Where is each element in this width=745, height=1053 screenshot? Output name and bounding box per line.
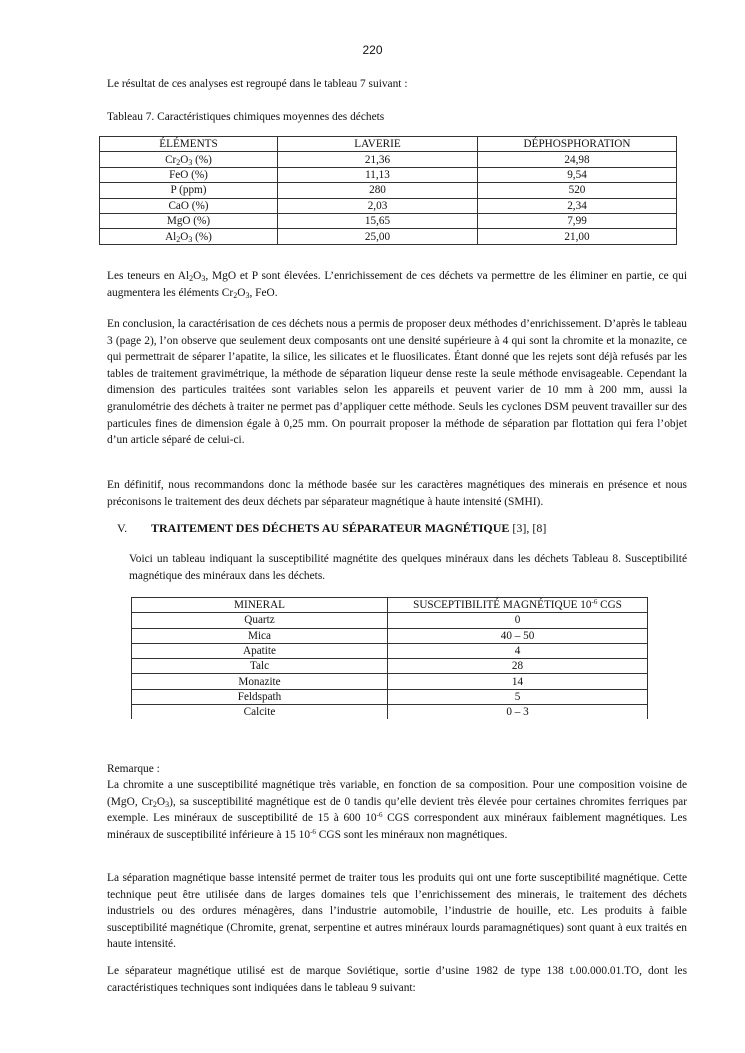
section-refs: [3], [8] bbox=[509, 521, 547, 535]
table-7 bbox=[99, 136, 677, 245]
intro-text: Le résultat de ces analyses est regroupé dans le tableau 7 suivant : bbox=[107, 78, 408, 90]
dephos-cell: 21,00 bbox=[478, 229, 677, 244]
element-cell: FeO (%) bbox=[100, 167, 278, 182]
section-heading bbox=[117, 521, 546, 536]
table-row bbox=[100, 229, 677, 244]
dephos-cell: 9,54 bbox=[478, 167, 677, 182]
mineral-cell: Quartz bbox=[132, 613, 388, 628]
value-cell: 0 – 3 bbox=[388, 705, 648, 720]
header-susceptibilite: SUSCEPTIBILITÉ MAGNÉTIQUE $10^{-6}$ CGS bbox=[388, 598, 648, 613]
paragraph-conclusion: En conclusion, la caractérisation de ces déchets nous a permis de proposer deux méthodes d’enrichissement. D’après le tableau 3 (page 2), l’on observe que seulement deux composants ont une densité supérieure à 4 qui sont la chromite et la monazite, ce qui permettrait de séparer l’apatite, la silice, les silicates et le fluosilicates. Étant donné que les rejets sont déjà refusés par les tables de traitement gravimétrique, la méthode de séparation liqueur dense reste la seule méthode envisageable. Cependant la dimension des particules traitées sont variables selon les appareils et peuvent varier de 10 mm à 200 mm, aussi la granulométrie des déchets à traiter ne permet pas d’appliquer cette méthode. Seuls les cyclones DSM peuvent travailler sur des particules fines de dimension égale à 0,25 mm. On pourrait proposer la méthode de séparation par flottation qui fera l’objet d’un article séparé de celui-ci. bbox=[107, 318, 687, 447]
remarque-text: La chromite a une susceptibilité magnétique très variable, en fonction de sa composition. Pour une composition voisine de (MgO, $Cr_2O_3$), sa susceptibilité magnétique est de 0 tandis qu’elle devient très élevée pour certaines chromites ferriques par exemple. Les minéraux de susceptibilité de 15 à 600 $10^{-6}$ CGS correspondent aux minéraux faiblement magnétiques. Les minéraux de susceptibilité inférieure à 15 $10^{-6}$ CGS sont les minéraux non magnétiques. bbox=[107, 779, 688, 841]
mineral-cell: Monazite bbox=[132, 674, 388, 689]
element-cell: $Cr_2O_3$ (%) bbox=[100, 152, 278, 167]
table-8 bbox=[131, 597, 648, 719]
header-laverie: LAVERIE bbox=[278, 137, 478, 152]
dephos-cell: 7,99 bbox=[478, 213, 677, 228]
laverie-cell: 2,03 bbox=[278, 198, 478, 213]
table-row bbox=[100, 213, 677, 228]
table-row bbox=[132, 705, 648, 720]
section-title: TRAITEMENT DES DÉCHETS AU SÉPARATEUR MAGNÉTIQUE bbox=[151, 521, 510, 535]
table-row bbox=[100, 183, 677, 198]
table-header-row bbox=[132, 598, 648, 613]
laverie-cell: 15,65 bbox=[278, 213, 478, 228]
value-cell: 4 bbox=[388, 643, 648, 658]
dephos-cell: 520 bbox=[478, 183, 677, 198]
table-row bbox=[100, 167, 677, 182]
paragraph-separateur: Le séparateur magnétique utilisé est de marque Soviétique, sortie d’usine 1982 de type 138 t.00.000.01.TO, dont les caractéristiques techniques sont indiquées dans le tableau 9 suivant: bbox=[107, 965, 687, 994]
value-cell: 28 bbox=[388, 659, 648, 674]
table-row bbox=[100, 152, 677, 167]
value-cell: 40 – 50 bbox=[388, 628, 648, 643]
element-cell: $Al_2O_3$ (%) bbox=[100, 229, 278, 244]
header-mineral: MINERAL bbox=[132, 598, 388, 613]
paragraph-teneurs: Les teneurs en $Al_2O_3$, MgO et P sont élevées. L’enrichissement de ces déchets va permettre de les éliminer en partie, ce qui augmentera les éléments $Cr_2O_3$, FeO. bbox=[107, 270, 687, 300]
dephos-cell: 2,34 bbox=[478, 198, 677, 213]
value-cell: 14 bbox=[388, 674, 648, 689]
table-row bbox=[100, 198, 677, 213]
remarque-title: Remarque : bbox=[107, 763, 160, 775]
header-elements: ÉLÉMENTS bbox=[100, 137, 278, 152]
laverie-cell: 21,36 bbox=[278, 152, 478, 167]
table-row bbox=[132, 659, 648, 674]
section-number: V. bbox=[117, 521, 128, 535]
element-cell: CaO (%) bbox=[100, 198, 278, 213]
table-row bbox=[132, 643, 648, 658]
table-row bbox=[132, 613, 648, 628]
value-cell: 0 bbox=[388, 613, 648, 628]
paragraph-basse-intensite: La séparation magnétique basse intensité permet de traiter tous les produits qui ont une forte susceptibilité magnétique. Cette technique peut être utilisée dans de larges domaines tels que l’enrichissement des minerais, le traitement des déchets industriels ou des ordures ménagères, dans l’industrie automobile, l’industrie de houille, etc. Les produits à faible susceptibilité magnétique (Chromite, grenat, serpentine et autres minéraux lourds paramagnétiques) sont quant à eux traités en haute intensité. bbox=[107, 872, 687, 951]
table-header-row bbox=[100, 137, 677, 152]
element-cell: P (ppm) bbox=[100, 183, 278, 198]
element-cell: MgO (%) bbox=[100, 213, 278, 228]
mineral-cell: Talc bbox=[132, 659, 388, 674]
laverie-cell: 280 bbox=[278, 183, 478, 198]
paragraph-tableau8-intro: Voici un tableau indiquant la susceptibilité magnétite des quelques minéraux dans les déchets Tableau 8. Susceptibilité magnétique des minéraux dans les déchets. bbox=[129, 553, 687, 582]
header-dephosphoration: DÉPHOSPHORATION bbox=[478, 137, 677, 152]
paragraph-definitif: En définitif, nous recommandons donc la méthode basée sur les caractères magnétiques des minerais en présence et nous préconisons le traitement des deux déchets par séparateur magnétique à haute intensité (SMHI). bbox=[107, 479, 687, 508]
dephos-cell: 24,98 bbox=[478, 152, 677, 167]
table-row bbox=[132, 689, 648, 704]
mineral-cell: Feldspath bbox=[132, 689, 388, 704]
table7-caption: Tableau 7. Caractéristiques chimiques moyennes des déchets bbox=[107, 111, 385, 123]
mineral-cell: Calcite bbox=[132, 705, 388, 720]
mineral-cell: Mica bbox=[132, 628, 388, 643]
page-number: 220 bbox=[362, 43, 383, 57]
table-row bbox=[132, 628, 648, 643]
table-row bbox=[132, 674, 648, 689]
value-cell: 5 bbox=[388, 689, 648, 704]
mineral-cell: Apatite bbox=[132, 643, 388, 658]
laverie-cell: 25,00 bbox=[278, 229, 478, 244]
laverie-cell: 11,13 bbox=[278, 167, 478, 182]
